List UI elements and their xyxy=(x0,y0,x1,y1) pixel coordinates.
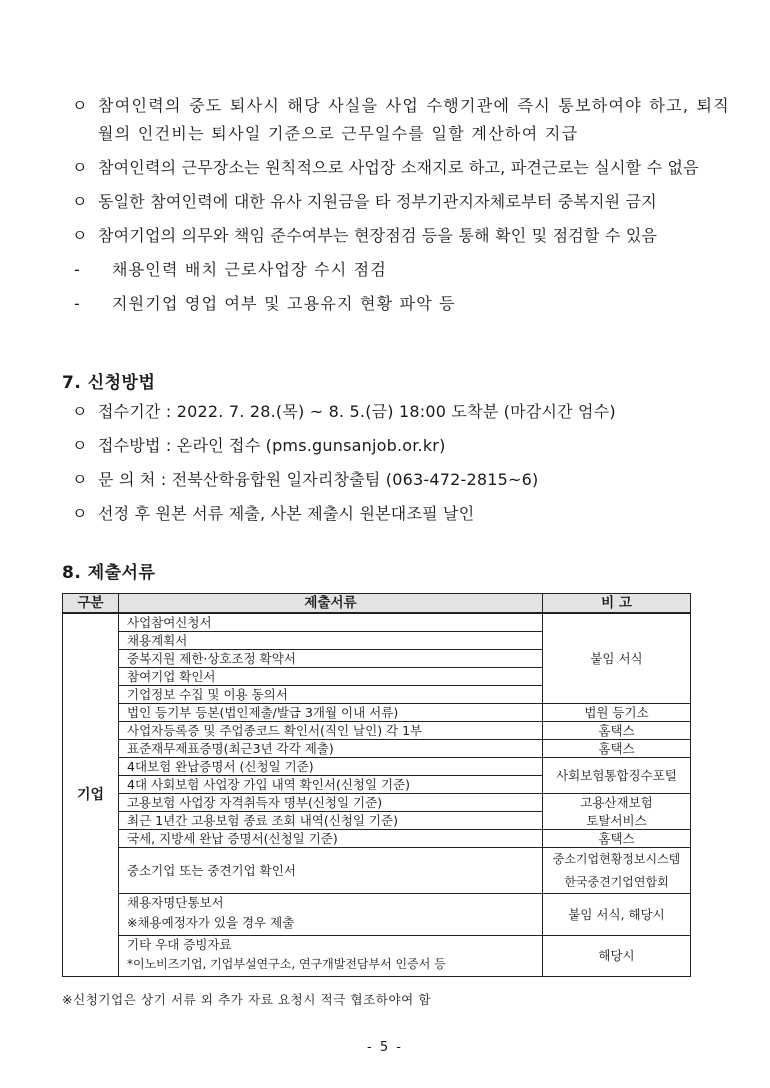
table-row: 고용보험 사업장 자격취득자 명부(신청일 기준) 고용산재보험 xyxy=(63,794,691,812)
sub-list-item: - 채용인력 배치 근로사업장 수시 점검 xyxy=(62,256,730,284)
list-item: ㅇ 참여인력의 근무장소는 원칙적으로 사업장 소재지로 하고, 파견근로는 실시할 수 없음 xyxy=(62,154,730,182)
table-row: *이노비즈기업, 기업부설연구소, 연구개발전담부서 인증서 등 xyxy=(63,953,691,977)
bullet-mark: ㅇ xyxy=(72,402,88,421)
header-documents: 제출서류 xyxy=(119,594,543,614)
note-cell: 중소기업현황정보시스템 한국중견기업연합회 xyxy=(543,848,691,894)
table-row: 기업 사업참여신청서 붙임 서식 xyxy=(63,613,691,632)
list-item: ㅇ 접수방법 : 온라인 접수 (pms.gunsanjob.or.kr) xyxy=(62,432,730,460)
table-row: 채용자명단통보서 붙임 서식, 해당시 xyxy=(63,894,691,912)
table-row: 참여기업 확인서 xyxy=(63,668,691,686)
table-row: 4대보험 완납증명서 (신청일 기준) 사회보험통합징수포털 xyxy=(63,758,691,776)
bullet-mark: ㅇ xyxy=(72,470,88,489)
note-cell: 해당시 xyxy=(543,935,691,977)
dash-mark: - xyxy=(74,294,80,313)
header-category: 구분 xyxy=(63,594,119,614)
note-cell: 홈택스 xyxy=(543,722,691,740)
bullet-mark: ㅇ xyxy=(72,158,88,177)
conditions-list xyxy=(62,92,730,324)
note-cell: 홈택스 xyxy=(543,830,691,848)
table-row: 기업정보 수집 및 이용 동의서 xyxy=(63,686,691,704)
page-number: - 5 - xyxy=(367,1040,403,1055)
note-cell: 고용산재보험 xyxy=(543,794,691,812)
list-item: ㅇ 선정 후 원본 서류 제출, 사본 제출시 원본대조필 날인 xyxy=(62,500,730,528)
section-title-application: 7. 신청방법 xyxy=(62,373,156,393)
note-cell: 사회보험통합징수포털 xyxy=(543,758,691,794)
table-row: 국세, 지방세 완납 증명서(신청일 기준) 홈택스 xyxy=(63,830,691,848)
list-item: ㅇ 문 의 처 : 전북산학융합원 일자리창출팀 (063-472-2815~6) xyxy=(62,466,730,494)
table-row: 4대 사회보험 사업장 가입 내역 확인서(신청일 기준) xyxy=(63,776,691,794)
table-row: 채용계획서 xyxy=(63,632,691,650)
category-cell: 기업 xyxy=(63,613,119,977)
table-row: 기타 우대 증빙자료 해당시 xyxy=(63,935,691,953)
note-cell: 홈택스 xyxy=(543,740,691,758)
note-cell: 붙임 서식, 해당시 xyxy=(543,894,691,936)
sub-list-item: - 지원기업 영업 여부 및 고용유지 현황 파악 등 xyxy=(62,290,730,318)
bullet-mark: ㅇ xyxy=(72,226,88,245)
table-row: 최근 1년간 고용보험 종료 조회 내역(신청일 기준) 토탈서비스 xyxy=(63,812,691,830)
documents-table xyxy=(62,593,691,977)
table-row: 법인 등기부 등본(법인제출/발급 3개월 이내 서류) 법원 등기소 xyxy=(63,704,691,722)
note-cell: 토탈서비스 xyxy=(543,812,691,830)
bullet-mark: ㅇ xyxy=(72,504,88,523)
table-row: 중복지원 제한·상호조정 확약서 xyxy=(63,650,691,668)
table-row: 표준재무제표증명(최근3년 각각 제출) 홈택스 xyxy=(63,740,691,758)
table-row: 사업자등록증 및 주업종코드 확인서(직인 날인) 각 1부 홈택스 xyxy=(63,722,691,740)
list-item: ㅇ 참여기업의 의무와 책임 준수여부는 현장점검 등을 통해 확인 및 점검할 수 있음 xyxy=(62,222,730,250)
bullet-mark: ㅇ xyxy=(72,436,88,455)
list-item: ㅇ 동일한 참여인력에 대한 유사 지원금을 타 정부기관지자체로부터 중복지원 금지 xyxy=(62,188,730,216)
bullet-mark: ㅇ xyxy=(72,96,88,115)
list-item: ㅇ 참여인력의 중도 퇴사시 해당 사실을 사업 수행기관에 즉시 통보하여야 하고, 퇴직 월의 인건비는 퇴사일 기준으로 근무일수를 일할 계산하여 지급 xyxy=(62,92,730,148)
list-item: ㅇ 접수기간 : 2022. 7. 28.(목) ~ 8. 5.(금) 18:00 도착분 (마감시간 엄수) xyxy=(62,398,730,426)
footnote: ※신청기업은 상기 서류 외 추가 자료 요청시 적극 협조하야여 함 xyxy=(62,992,432,1007)
table-header-row xyxy=(63,594,691,614)
dash-mark: - xyxy=(74,260,80,279)
note-cell: 법원 등기소 xyxy=(543,704,691,722)
section-title-documents: 8. 제출서류 xyxy=(62,563,156,583)
table-row: 중소기업 또는 중견기업 확인서 중소기업현황정보시스템 한국중견기업연합회 xyxy=(63,848,691,894)
bullet-mark: ㅇ xyxy=(72,192,88,211)
note-cell: 붙임 서식 xyxy=(543,613,691,704)
table-row: ※채용예정자가 있을 경우 제출 xyxy=(63,911,691,935)
application-list xyxy=(62,398,730,534)
header-note: 비 고 xyxy=(543,594,691,614)
